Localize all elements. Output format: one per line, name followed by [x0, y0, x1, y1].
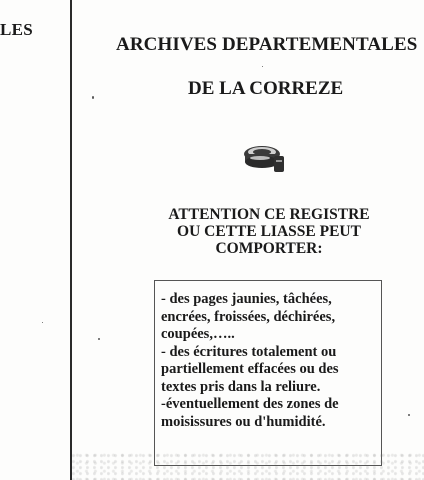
notice-line: partiellement effacées ou des	[161, 361, 339, 377]
notice-line: -éventuellement des zones de	[161, 396, 339, 412]
scan-speck	[408, 414, 410, 416]
attention-line: OU CETTE LIASSE PEUT	[177, 223, 361, 240]
notice-box	[154, 280, 382, 466]
attention-heading	[160, 206, 378, 257]
scan-noise-bottom	[72, 452, 424, 480]
notice-line: moisissures ou d'humidité.	[161, 413, 326, 430]
header-title-line1: ARCHIVES DEPARTEMENTALES	[116, 34, 418, 55]
scan-speck	[98, 338, 100, 340]
scan-speck	[262, 66, 263, 67]
attention-line: COMPORTER:	[215, 240, 323, 257]
notice-line: - des pages jaunies, tâchées,	[161, 291, 332, 307]
left-page-fragment: LES	[0, 20, 34, 39]
notice-line: textes pris dans la reliure.	[161, 378, 321, 395]
notice-line: coupées,…..	[161, 326, 235, 342]
page-divider-line	[70, 0, 72, 480]
attention-line: ATTENTION CE REGISTRE	[168, 206, 370, 223]
header-title-line2: DE LA CORREZE	[188, 78, 344, 99]
notice-line: encrées, froissées, déchirées,	[161, 308, 336, 325]
notice-line: - des écritures totalement ou	[161, 343, 337, 360]
scan-speck	[42, 322, 43, 323]
scan-speck	[92, 96, 94, 99]
film-reel-camera-icon	[240, 140, 288, 176]
